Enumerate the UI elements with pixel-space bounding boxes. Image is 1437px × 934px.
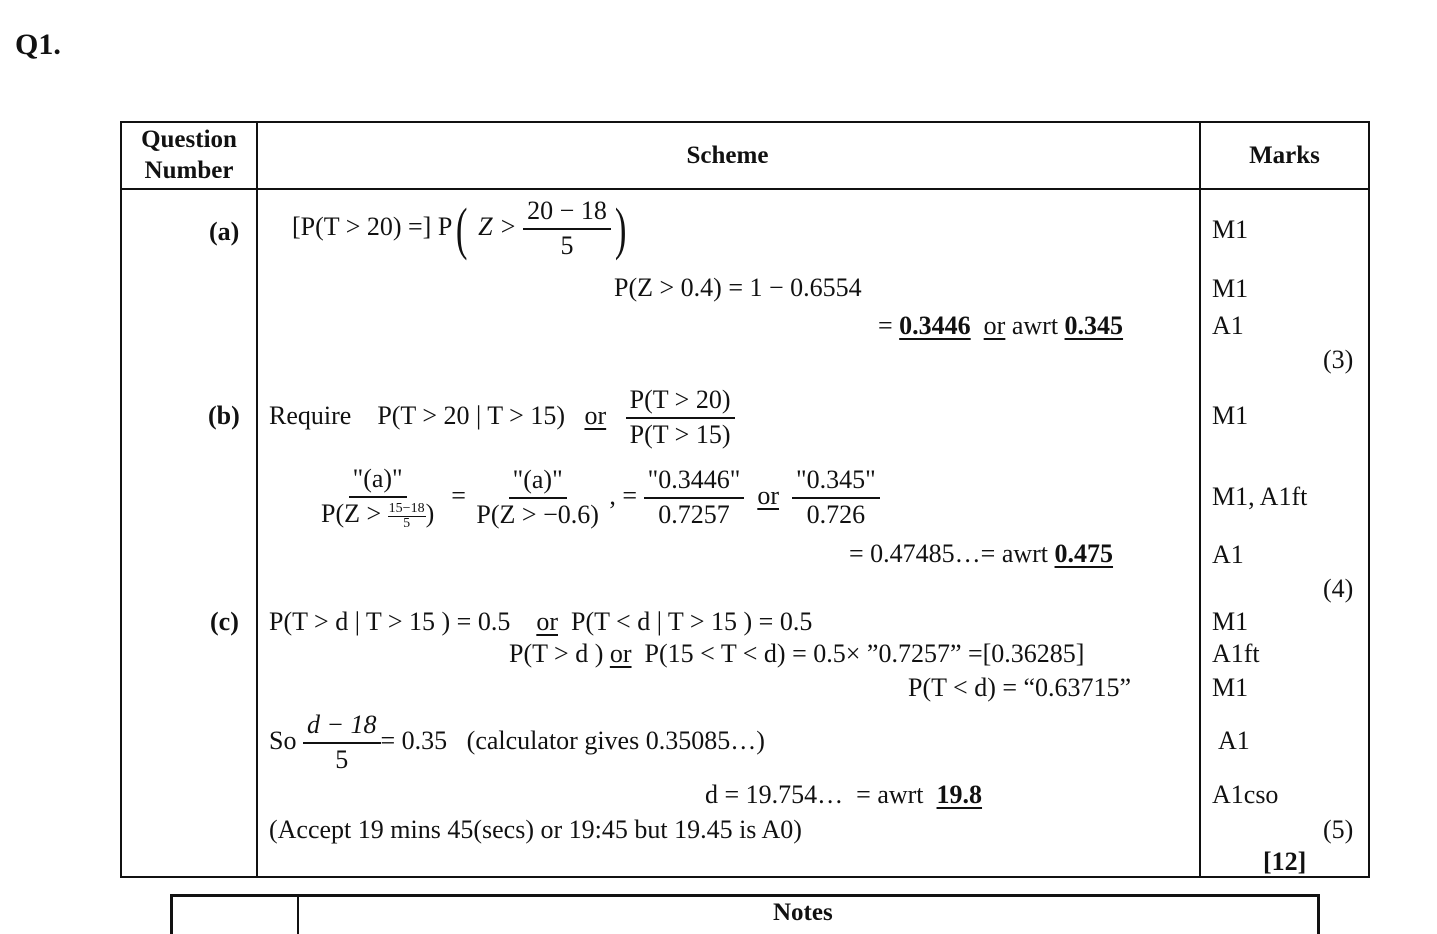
or-text: or [609,639,632,668]
fraction [644,466,745,529]
mark: M1 [1212,215,1249,244]
numerator: "0.345" [792,466,880,499]
or-text: or [536,607,558,636]
header-text: Number [144,157,234,184]
part-label-c: (c) [210,607,239,636]
header-question-number [122,124,256,186]
math-text: awrt [1005,311,1065,340]
fraction [317,465,438,530]
math-text: P(T < d | T > 15 ) = 0.5 [571,607,813,636]
fraction [792,466,880,529]
notes-header: Notes [773,899,833,926]
scheme-b-line2 [317,458,880,534]
answer-value: 0.3446 [899,311,971,340]
fraction [626,386,735,449]
math-text: = [878,311,900,340]
part-total: (5) [1323,815,1354,844]
scheme-b-line1 [269,378,735,454]
fraction [523,197,611,260]
math-text: So [269,726,297,755]
math-text: d = 19.754… = awrt [705,780,937,809]
right-paren: ) [614,196,627,262]
denominator: 0.726 [806,500,866,530]
header-divider [122,188,1368,190]
math-text: Z > [478,212,517,241]
or-text: or [983,311,1006,340]
denominator: 5 [335,745,349,775]
question-title: Q1. [15,28,61,61]
answer-value: 0.345 [1064,311,1124,340]
column-divider [297,897,299,934]
notes-table [170,894,1320,934]
scheme-c-line4 [269,703,765,779]
mark: A1cso [1212,780,1279,809]
mark: M1 [1212,274,1249,303]
math-text: = [451,481,466,510]
math-text: , = [609,481,638,510]
scheme-a-line3 [878,311,1123,341]
part-label-b: (b) [208,401,240,430]
numerator: "0.3446" [644,466,745,499]
mark-scheme-table [120,121,1370,878]
denominator: 5 [560,231,574,261]
math-text: P(T > d ) [509,639,604,668]
or-text: or [584,401,607,430]
math-text: P(T > 20 | T > 15) [377,401,565,430]
scheme-c-line5 [705,780,982,810]
column-divider [256,123,258,876]
header-text: Question [141,126,237,153]
numerator: "(a)" [509,466,567,499]
scheme-c-line3: P(T < d) = “0.63715” [908,673,1132,702]
denominator: P(T > 15) [629,420,731,450]
scheme-c-line2 [509,639,1084,669]
math-text: Require [269,401,352,430]
left-paren: ( [456,196,468,262]
scheme-c-line1 [269,607,812,637]
grand-total: [12] [1263,847,1307,876]
scheme-a-line2: P(Z > 0.4) = 1 − 0.6554 [614,273,862,302]
math-text: = 0.47485…= awrt [849,539,1055,568]
column-divider [1199,123,1201,876]
math-text: = 0.35 (calculator gives 0.35085…) [380,726,765,755]
math-text: [P(T > 20) =] [292,212,432,241]
scheme-b-line3 [849,539,1113,569]
fraction [472,466,602,529]
header-marks: Marks [1249,142,1320,169]
denominator: 5 [403,515,411,531]
numerator: "(a)" [349,465,407,498]
answer-value: 19.8 [936,780,983,809]
numerator: 20 − 18 [523,197,611,230]
math-text: P(Z > [321,499,388,529]
mark: A1 [1212,540,1244,569]
math-text: P(T > d | T > 15 ) = 0.5 [269,607,511,636]
mark: A1 [1212,311,1244,340]
scheme-c-line6: (Accept 19 mins 45(secs) or 19:45 but 19.45 is A0) [269,815,802,844]
mark: M1 [1212,401,1249,430]
denominator: P(Z > −0.6) [476,500,599,530]
numerator: 15−18 [388,500,425,516]
numerator: P(T > 20) [626,386,735,419]
math-text: ) [425,499,435,529]
part-total: (4) [1323,574,1354,603]
denominator: 0.7257 [658,500,730,530]
numerator: d − 18 [303,711,381,744]
scheme-a-line1 [292,197,630,261]
fraction [303,711,381,774]
math-text: P(15 < T < d) = 0.5× ”0.7257” =[0.36285] [644,639,1085,668]
answer-value: 0.475 [1054,539,1114,568]
mark: M1 [1212,673,1249,702]
mark: A1ft [1212,639,1260,668]
header-scheme: Scheme [686,142,769,169]
mark: M1 [1212,607,1249,636]
mark: A1 [1218,726,1250,755]
part-total: (3) [1323,345,1354,374]
denominator [317,498,438,531]
small-fraction [388,502,426,531]
part-label-a: (a) [209,217,240,246]
math-text: P [437,212,453,241]
or-text: or [757,481,779,510]
mark: M1, A1ft [1212,482,1308,511]
